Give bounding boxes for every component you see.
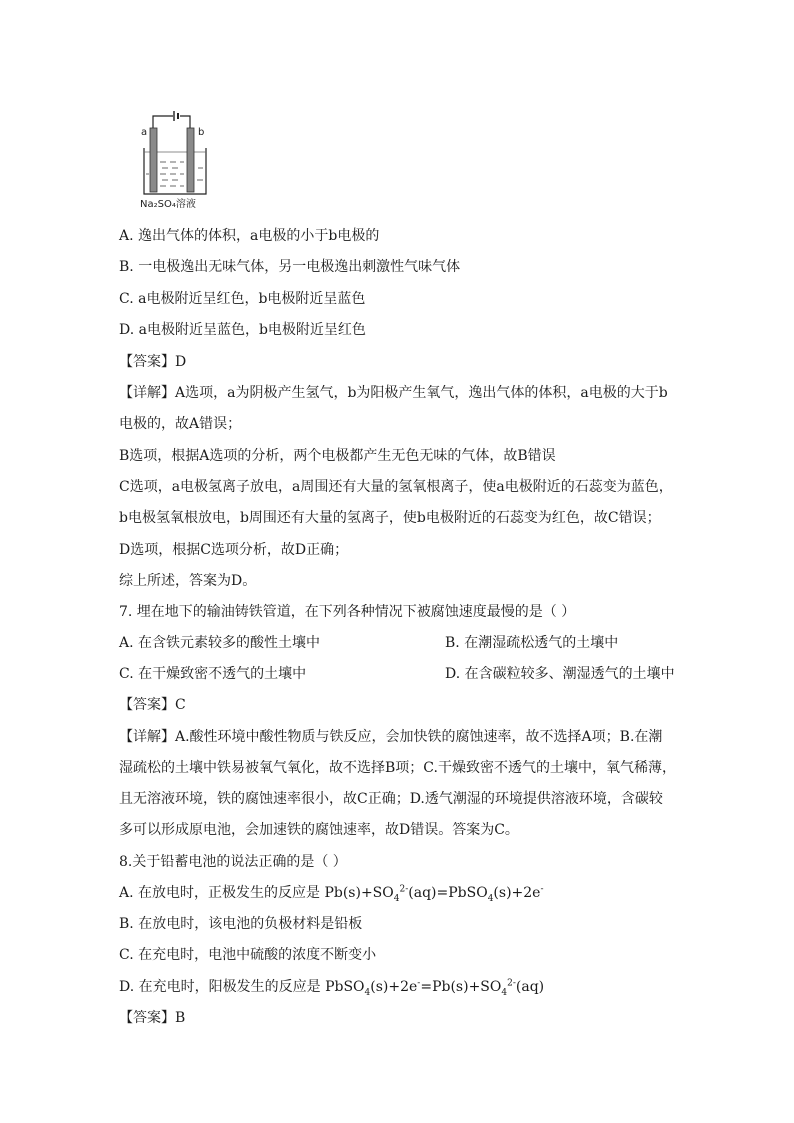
electrolysis-cell-figure [140,110,220,210]
q6-option-c: C. a电极附近呈红色，b电极附近呈蓝色 [119,291,366,307]
q6-explain-line: B选项，根据A选项的分析，两个电极都产生无色无味的气体，故B错误 [119,448,556,464]
q6-explain-line: 【详解】A选项，a为阴极产生氢气，b为阳极产生氧气，逸出气体的体积，a电极的大于b [119,385,668,401]
q8-option-b: B. 在放电时，该电池的负极材料是铅板 [119,916,363,932]
superscript: - [417,978,421,989]
q6-option-d: D. a电极附近呈蓝色，b电极附近呈红色 [119,322,366,338]
subscript: 4 [364,987,371,998]
q6-option-b: B. 一电极逸出无味气体，另一电极逸出刺激性气味气体 [119,259,461,275]
superscript: 2- [399,884,409,895]
text-run: (s)+2e [370,979,418,995]
q7-explain-line: 多可以形成原电池，会加速铁的腐蚀速率，故D错误。答案为C。 [119,822,519,838]
superscript: 2- [507,978,516,989]
q6-explain-line: 电极的，故A错误； [119,416,242,432]
subscript: 4 [487,893,494,904]
text-run: =Pb(s)+SO [420,979,502,995]
text-run: D. 在充电时，阳极发生的反应是 PbSO [119,979,365,995]
text-run: (aq) [515,979,545,995]
q7-explain-line: 湿疏松的土壤中铁易被氧气氧化，故不选择B项；C.干燥致密不透气的土壤中，氧气稀薄， [119,760,676,776]
q7-option-c: C. 在干燥致密不透气的土壤中 [119,666,307,682]
q7-option-b: B. 在潮湿疏松透气的土壤中 [445,635,619,651]
electrode-a-label: a [141,127,148,138]
q6-explain-line: C选项，a电极氢离子放电，a周围还有大量的氢氧根离子，使a电极附近的石蕊变为蓝色， [119,479,673,495]
solution-caption: Na₂SO₄溶液 [140,199,196,210]
subscript: 4 [501,987,508,998]
q7-explain-line: 且无溶液环境，铁的腐蚀速率很小，故C正确；D.透气潮湿的环境提供溶液环境，含碳较 [119,791,663,807]
q6-explain-line: b电极氢氧根放电，b周围还有大量的氢离子，使b电极附近的石蕊变为红色，故C错误； [119,510,661,526]
q7-explain-line: 【详解】A.酸性环境中酸性物质与铁反应，会加快铁的腐蚀速率，故不选择A项；B.在潮 [119,729,663,745]
electrode-b-label: b [198,127,205,138]
text-run: (s)+2e [493,885,541,901]
q8-option-c: C. 在充电时，电池中硫酸的浓度不断变小 [119,947,377,963]
q6-explain-line: 综上所述，答案为D。 [119,573,257,589]
text-run: (aq)=PbSO [408,885,488,901]
q7-stem: 7. 埋在地下的输油铸铁管道，在下列各种情况下被腐蚀速度最慢的是（ ） [119,604,576,620]
q8-option-a [119,883,544,903]
q8-option-d [119,977,544,997]
q7-option-a: A. 在含铁元素较多的酸性土壤中 [119,635,321,651]
q7-answer: 【答案】C [119,697,186,713]
q6-option-a: A. 逸出气体的体积，a电极的小于b电极的 [119,228,380,244]
q8-stem: 8.关于铅蓄电池的说法正确的是（ ） [119,854,347,870]
superscript: - [540,884,544,895]
q6-explain-line: D选项，根据C选项分析，故D正确； [119,542,349,558]
q6-answer: 【答案】D [119,354,187,370]
q7-option-d: D. 在含碳粒较多、潮湿透气的土壤中 [445,666,675,682]
q8-answer: 【答案】B [119,1010,186,1026]
text-run: A. 在放电时，正极发生的反应是 Pb(s)+SO [119,885,394,901]
subscript: 4 [393,893,400,904]
